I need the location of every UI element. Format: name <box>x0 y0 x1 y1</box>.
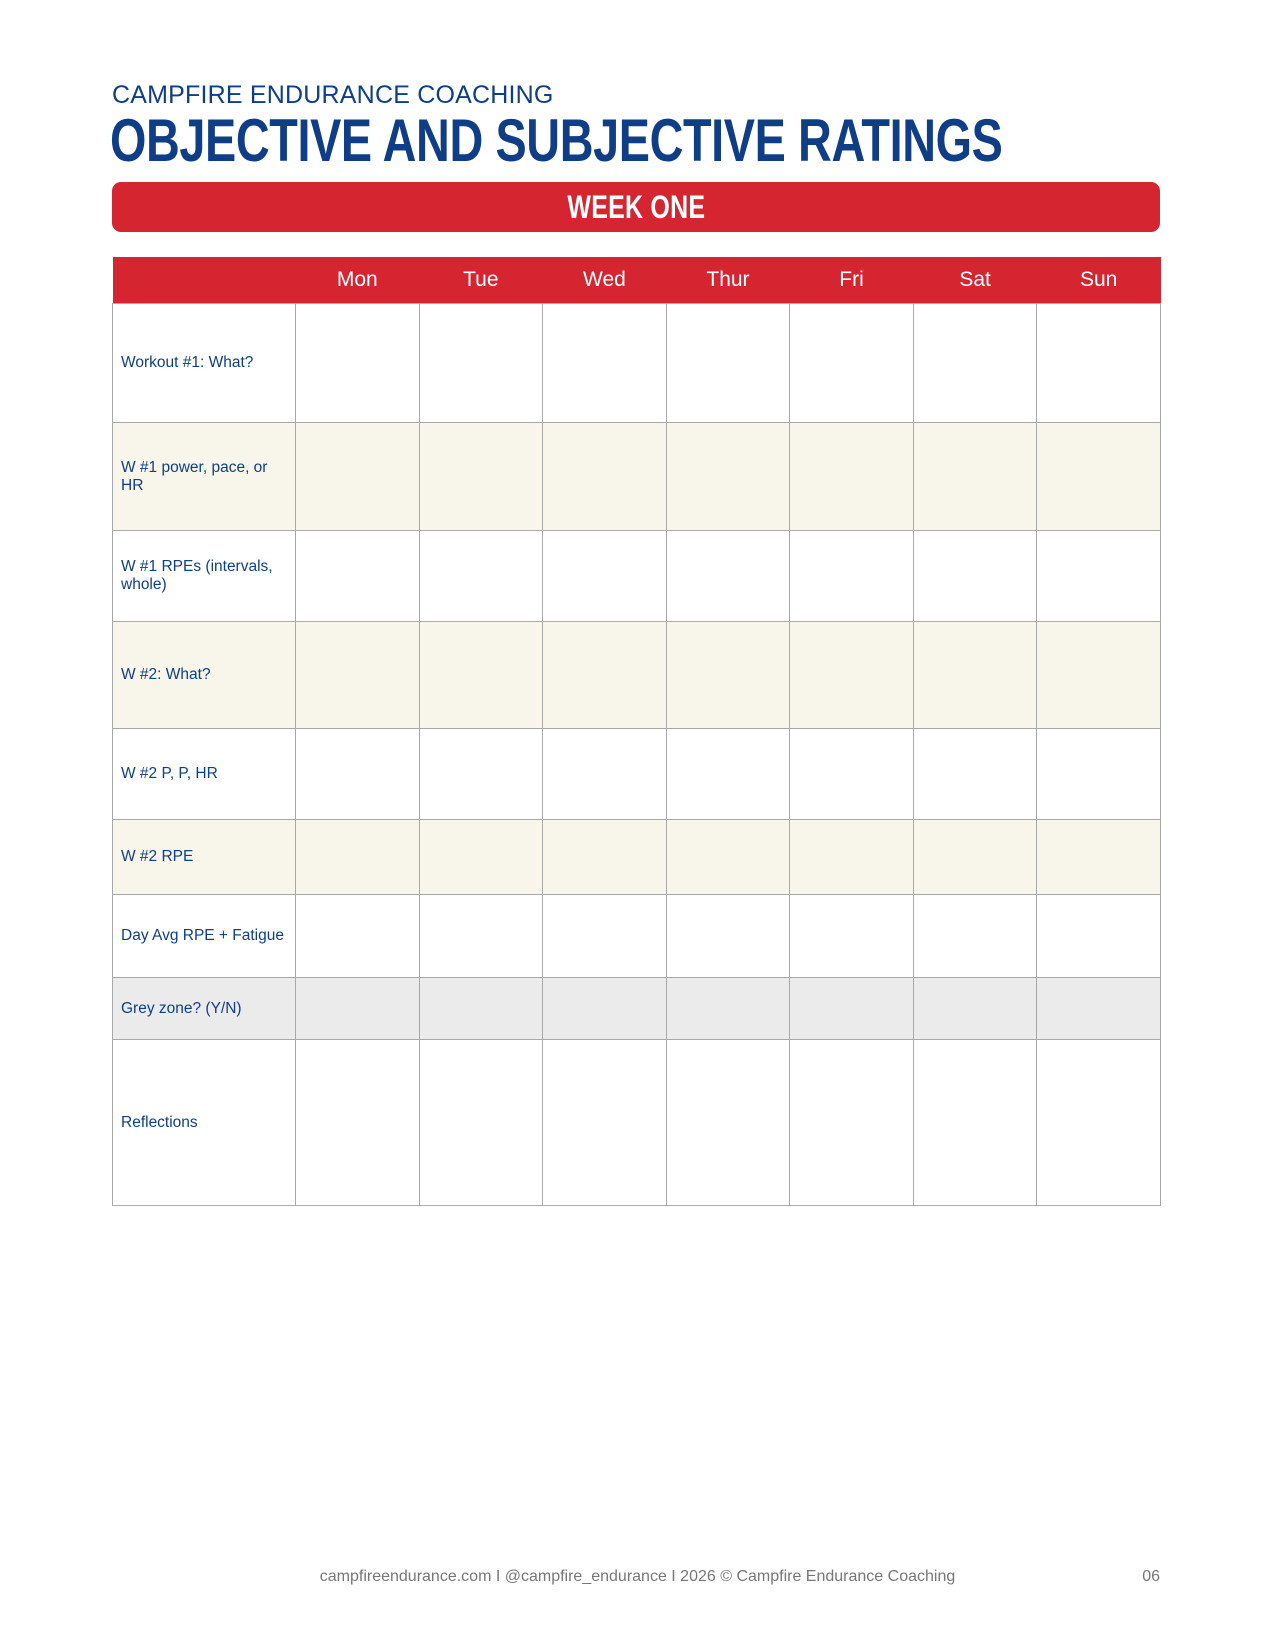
page-title: OBJECTIVE AND SUBJECTIVE RATINGS <box>110 107 1003 174</box>
entry-cell[interactable] <box>1037 531 1161 622</box>
entry-cell[interactable] <box>913 729 1037 820</box>
row-label: W #1 RPEs (intervals, whole) <box>113 531 296 622</box>
entry-cell[interactable] <box>543 304 667 423</box>
entry-cell[interactable] <box>419 978 543 1040</box>
entry-cell[interactable] <box>666 622 790 729</box>
entry-cell[interactable] <box>913 622 1037 729</box>
entry-cell[interactable] <box>296 978 420 1040</box>
entry-cell[interactable] <box>666 978 790 1040</box>
entry-cell[interactable] <box>419 1040 543 1206</box>
entry-cell[interactable] <box>790 978 914 1040</box>
entry-cell[interactable] <box>543 820 667 895</box>
entry-cell[interactable] <box>296 820 420 895</box>
entry-cell[interactable] <box>1037 423 1161 531</box>
entry-cell[interactable] <box>1037 978 1161 1040</box>
entry-cell[interactable] <box>543 622 667 729</box>
row-label: Workout #1: What? <box>113 304 296 423</box>
ratings-table <box>112 257 1161 1206</box>
entry-cell[interactable] <box>296 304 420 423</box>
entry-cell[interactable] <box>419 820 543 895</box>
entry-cell[interactable] <box>790 622 914 729</box>
day-header-thur: Thur <box>666 257 790 304</box>
table-row <box>113 978 1161 1040</box>
entry-cell[interactable] <box>790 304 914 423</box>
entry-cell[interactable] <box>666 423 790 531</box>
entry-cell[interactable] <box>790 423 914 531</box>
entry-cell[interactable] <box>1037 729 1161 820</box>
entry-cell[interactable] <box>296 531 420 622</box>
day-header-mon: Mon <box>296 257 420 304</box>
table-row <box>113 423 1161 531</box>
table-row <box>113 531 1161 622</box>
day-header-fri: Fri <box>790 257 914 304</box>
entry-cell[interactable] <box>296 423 420 531</box>
entry-cell[interactable] <box>790 1040 914 1206</box>
row-label: W #2: What? <box>113 622 296 729</box>
week-label: WEEK ONE <box>567 188 705 225</box>
table-row <box>113 1040 1161 1206</box>
entry-cell[interactable] <box>666 729 790 820</box>
day-header-tue: Tue <box>419 257 543 304</box>
entry-cell[interactable] <box>543 729 667 820</box>
entry-cell[interactable] <box>913 895 1037 978</box>
entry-cell[interactable] <box>666 304 790 423</box>
entry-cell[interactable] <box>419 895 543 978</box>
table-row <box>113 622 1161 729</box>
entry-cell[interactable] <box>790 895 914 978</box>
entry-cell[interactable] <box>913 304 1037 423</box>
table-header-row <box>113 257 1161 304</box>
entry-cell[interactable] <box>1037 895 1161 978</box>
row-label: Reflections <box>113 1040 296 1206</box>
day-header-sat: Sat <box>913 257 1037 304</box>
entry-cell[interactable] <box>913 978 1037 1040</box>
entry-cell[interactable] <box>419 622 543 729</box>
entry-cell[interactable] <box>913 1040 1037 1206</box>
page-number: 06 <box>1142 1568 1160 1585</box>
week-banner <box>112 182 1160 232</box>
entry-cell[interactable] <box>1037 622 1161 729</box>
entry-cell[interactable] <box>296 895 420 978</box>
entry-cell[interactable] <box>543 895 667 978</box>
row-label: Day Avg RPE + Fatigue <box>113 895 296 978</box>
entry-cell[interactable] <box>666 820 790 895</box>
brand-name: CAMPFIRE ENDURANCE COACHING <box>112 81 554 109</box>
entry-cell[interactable] <box>790 531 914 622</box>
day-header-sun: Sun <box>1037 257 1161 304</box>
row-label: W #2 RPE <box>113 820 296 895</box>
entry-cell[interactable] <box>419 423 543 531</box>
entry-cell[interactable] <box>296 1040 420 1206</box>
table-row <box>113 820 1161 895</box>
entry-cell[interactable] <box>1037 820 1161 895</box>
entry-cell[interactable] <box>913 531 1037 622</box>
entry-cell[interactable] <box>543 531 667 622</box>
row-label: Grey zone? (Y/N) <box>113 978 296 1040</box>
entry-cell[interactable] <box>913 423 1037 531</box>
entry-cell[interactable] <box>419 304 543 423</box>
entry-cell[interactable] <box>666 1040 790 1206</box>
entry-cell[interactable] <box>419 531 543 622</box>
entry-cell[interactable] <box>1037 1040 1161 1206</box>
entry-cell[interactable] <box>543 978 667 1040</box>
row-label: W #2 P, P, HR <box>113 729 296 820</box>
entry-cell[interactable] <box>1037 304 1161 423</box>
entry-cell[interactable] <box>543 1040 667 1206</box>
entry-cell[interactable] <box>419 729 543 820</box>
day-header-wed: Wed <box>543 257 667 304</box>
entry-cell[interactable] <box>296 729 420 820</box>
header-corner <box>113 257 296 304</box>
table-row <box>113 304 1161 423</box>
entry-cell[interactable] <box>543 423 667 531</box>
entry-cell[interactable] <box>666 531 790 622</box>
table-row <box>113 895 1161 978</box>
entry-cell[interactable] <box>790 820 914 895</box>
row-label: W #1 power, pace, or HR <box>113 423 296 531</box>
entry-cell[interactable] <box>296 622 420 729</box>
entry-cell[interactable] <box>790 729 914 820</box>
table-row <box>113 729 1161 820</box>
entry-cell[interactable] <box>913 820 1037 895</box>
footer-text: campfireendurance.com I @campfire_endurance I 2026 © Campfire Endurance Coaching <box>319 1568 956 1585</box>
entry-cell[interactable] <box>666 895 790 978</box>
